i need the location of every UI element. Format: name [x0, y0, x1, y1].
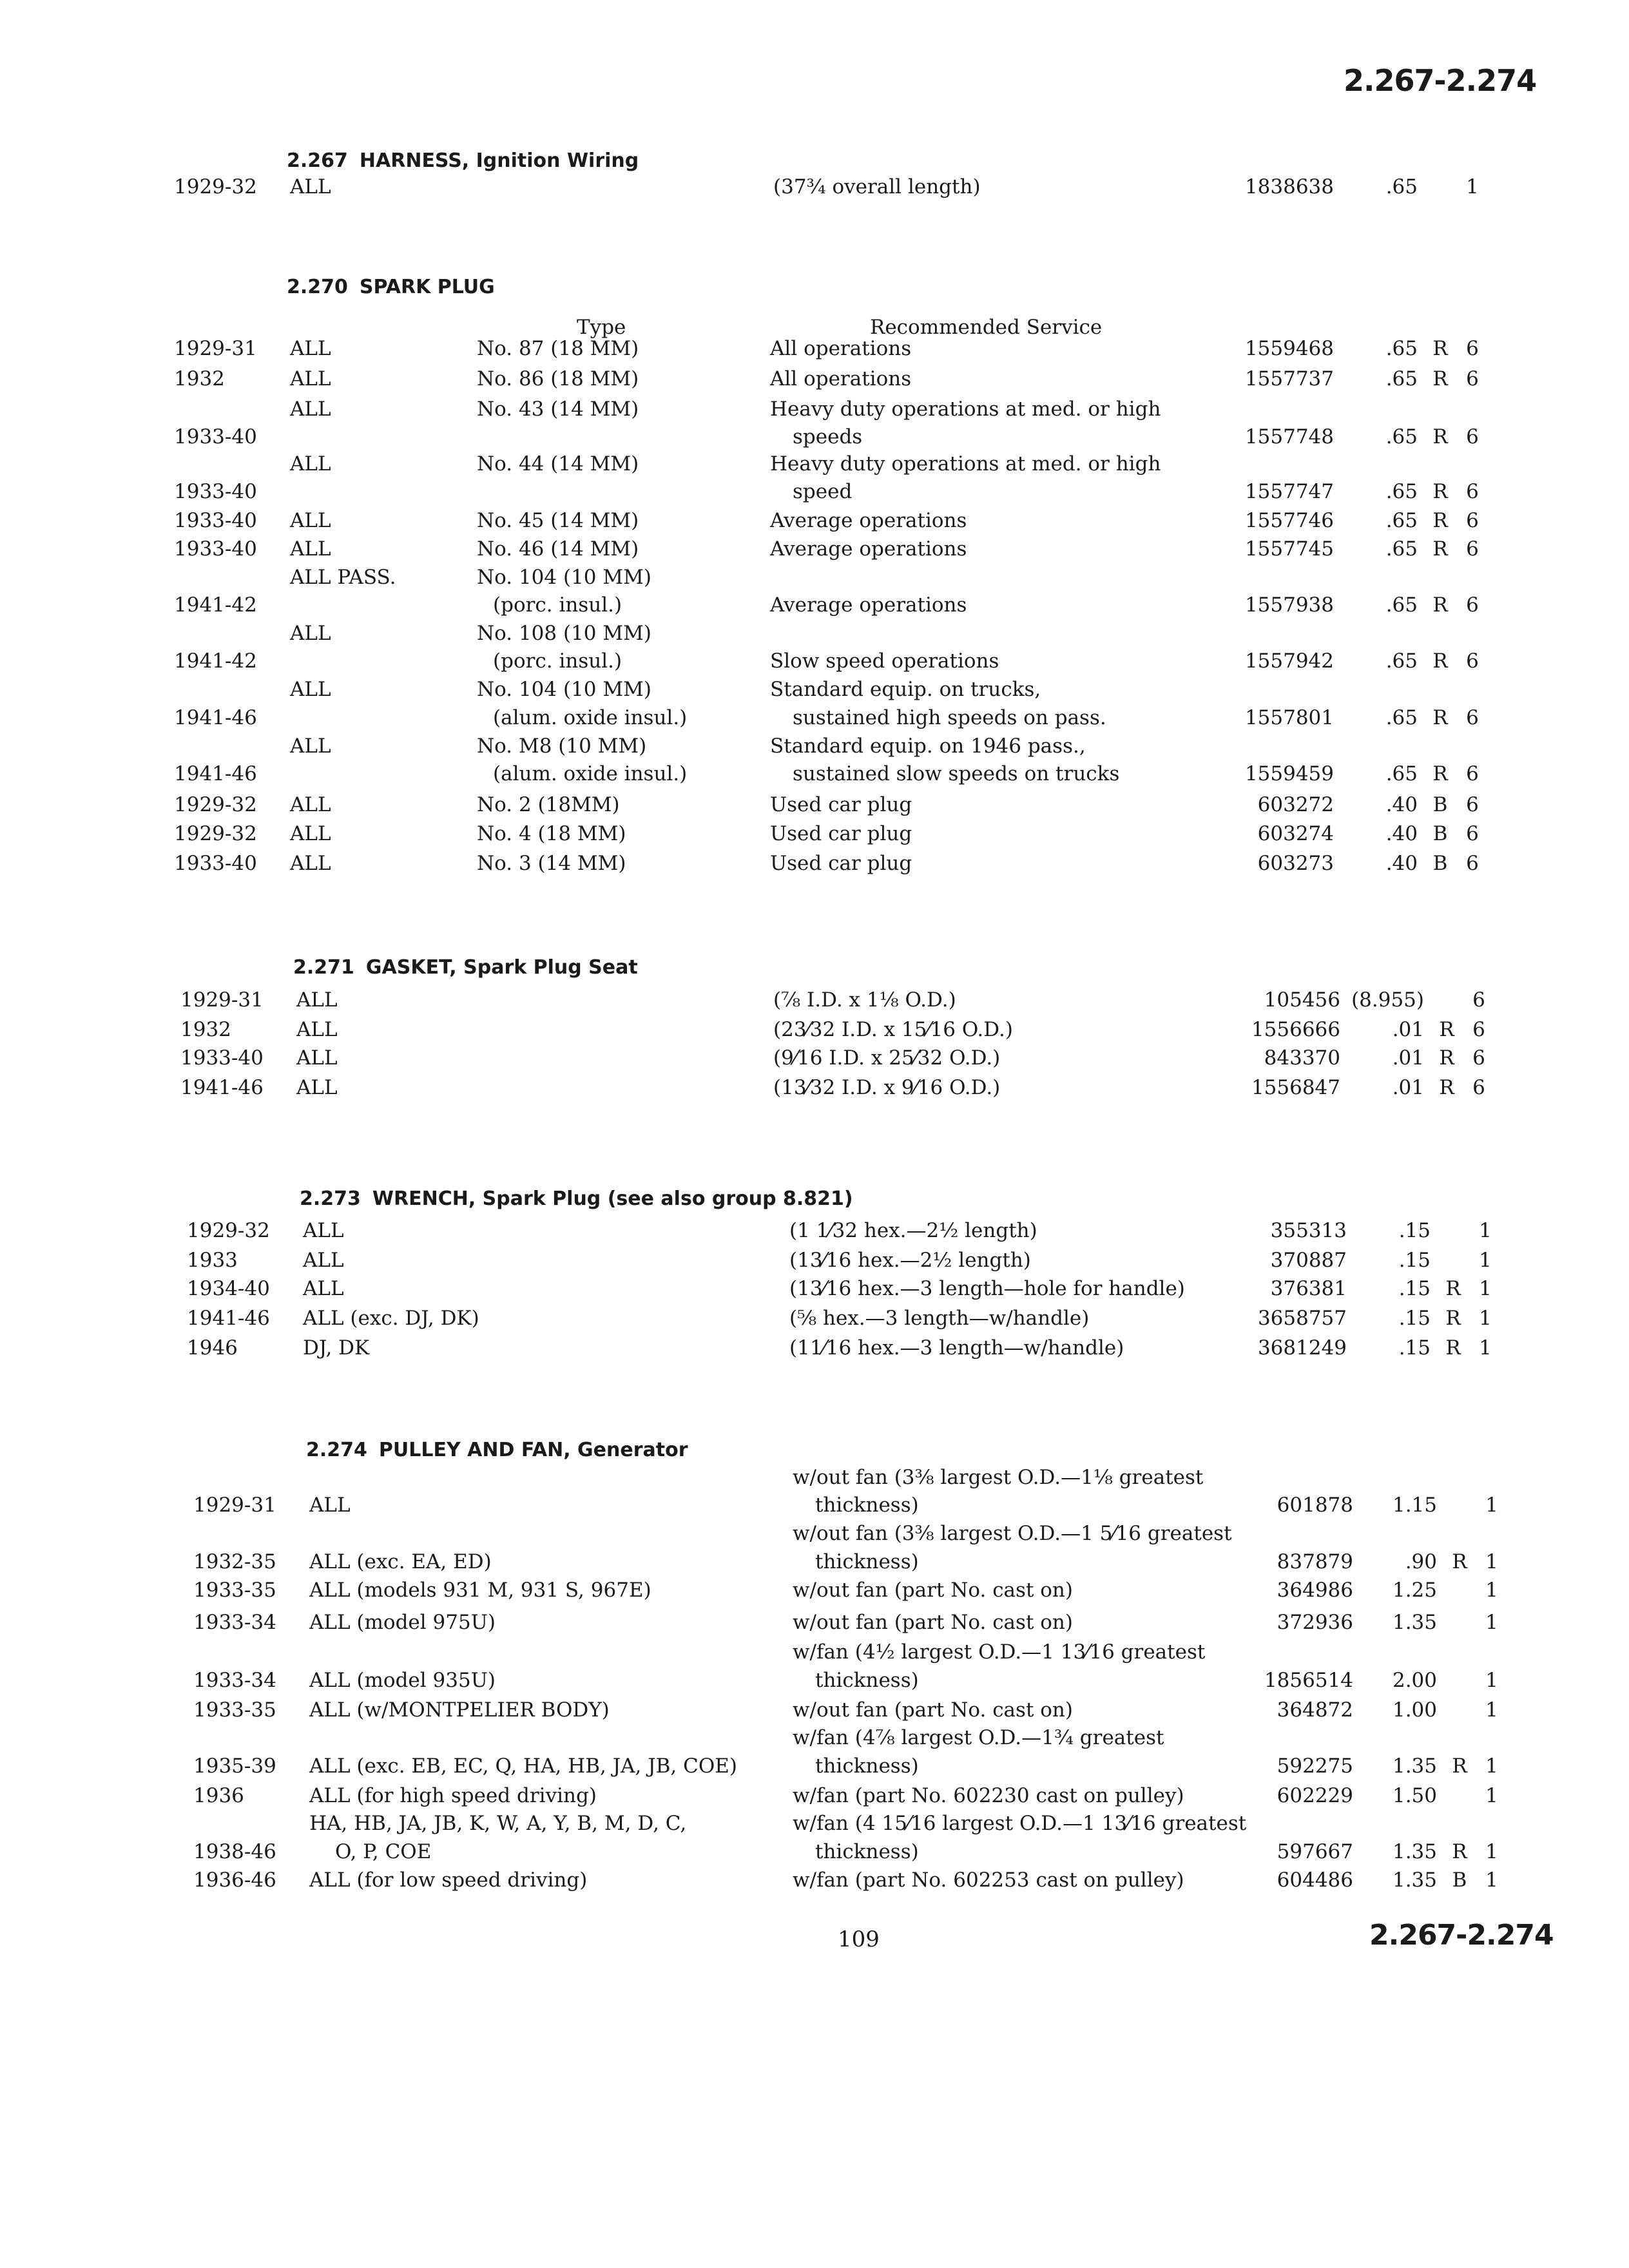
part-number-cell: 1557737 [1244, 367, 1334, 390]
price-cell: .65 [1385, 762, 1418, 785]
year-cell: 1933-35 [193, 1579, 276, 1602]
price-cell: .15 [1398, 1219, 1431, 1242]
section-title-text: WRENCH, Spark Plug (see also group 8.821) [372, 1187, 853, 1210]
service-cell-line2: Slow speed operations [770, 649, 999, 673]
quantity-cell: 1 [1485, 1869, 1498, 1892]
price-cell: .40 [1385, 852, 1418, 875]
part-number-cell: 1838638 [1244, 175, 1334, 198]
quantity-cell: 6 [1472, 1018, 1485, 1041]
model-cell: ALL [290, 398, 331, 421]
year-cell: 1941-42 [174, 593, 257, 617]
type-cell: No. 4 (18 MM) [477, 822, 626, 845]
section-number: 2.271 [293, 956, 354, 979]
quantity-cell: 1 [1479, 1336, 1492, 1360]
price-cell: .65 [1385, 649, 1418, 673]
part-number-cell: 601878 [1277, 1494, 1353, 1517]
service-cell: Average operations [770, 509, 967, 532]
part-number-cell: 1856514 [1264, 1669, 1353, 1692]
model-cell: ALL [290, 509, 331, 532]
year-cell: 1941-46 [174, 706, 257, 729]
year-cell: 1934-40 [187, 1277, 270, 1300]
section-title [287, 149, 639, 172]
quantity-cell: 6 [1466, 537, 1479, 561]
part-number-cell: 376381 [1270, 1277, 1347, 1300]
model-cell: ALL (exc. EB, EC, Q, HA, HB, JA, JB, COE) [309, 1754, 738, 1778]
year-cell: 1936-46 [193, 1869, 276, 1892]
quantity-cell: 1 [1485, 1579, 1498, 1602]
quantity-cell: 6 [1466, 706, 1479, 729]
year-cell: 1935-39 [193, 1754, 276, 1778]
quantity-cell: 6 [1466, 480, 1479, 503]
service-cell: w/out fan (3⅜ largest O.D.—1⅛ greatest [793, 1466, 1204, 1489]
part-number-cell: 3658757 [1257, 1307, 1347, 1330]
service-cell: Used car plug [770, 793, 912, 816]
part-number-cell: 837879 [1277, 1550, 1353, 1573]
part-number-cell: 843370 [1264, 1046, 1340, 1070]
flag-cell: B [1432, 822, 1448, 845]
year-cell: 1933-34 [193, 1611, 276, 1634]
section-title-text: SPARK PLUG [359, 276, 495, 298]
section-title [287, 276, 495, 298]
service-cell: (23⁄32 I.D. x 15⁄16 O.D.) [773, 1018, 1013, 1041]
service-cell: w/fan (4 15⁄16 largest O.D.—1 13⁄16 greatest [793, 1812, 1247, 1835]
price-cell: 1.00 [1392, 1698, 1437, 1722]
type-cell-line2: (porc. insul.) [493, 649, 622, 673]
page-number: 109 [838, 1927, 880, 1952]
part-number-cell: 3681249 [1257, 1336, 1347, 1360]
service-cell: (13⁄32 I.D. x 9⁄16 O.D.) [773, 1076, 1001, 1099]
service-cell: w/fan (part No. 602253 cast on pulley) [793, 1869, 1184, 1892]
flag-cell: R [1432, 367, 1448, 390]
quantity-cell: 6 [1466, 822, 1479, 845]
price-cell: 1.35 [1392, 1754, 1437, 1778]
year-cell: 1929-31 [193, 1494, 276, 1517]
year-cell: 1929-32 [174, 175, 257, 198]
quantity-cell: 1 [1479, 1219, 1492, 1242]
section-number: 2.270 [287, 276, 348, 298]
price-cell: .65 [1385, 337, 1418, 360]
section-title [293, 956, 638, 979]
year-cell: 1936 [193, 1784, 244, 1807]
price-cell: .01 [1392, 1046, 1424, 1070]
type-cell: No. 44 (14 MM) [477, 452, 639, 476]
service-cell: (9⁄16 I.D. x 25⁄32 O.D.) [773, 1046, 1001, 1070]
section-title-text: GASKET, Spark Plug Seat [365, 956, 638, 979]
part-number-cell: 603272 [1257, 793, 1334, 816]
page-range-header: 2.267-2.274 [1344, 63, 1537, 98]
type-cell-line2: (alum. oxide insul.) [493, 762, 688, 785]
part-number-cell: 355313 [1270, 1219, 1347, 1242]
price-cell: .15 [1398, 1277, 1431, 1300]
flag-cell: R [1432, 480, 1448, 503]
service-cell-line2: Average operations [770, 593, 967, 617]
model-cell: ALL [296, 1018, 338, 1041]
type-cell-line2: (alum. oxide insul.) [493, 706, 688, 729]
year-cell: 1933-40 [174, 425, 257, 448]
part-number-cell: 592275 [1277, 1754, 1353, 1778]
quantity-cell: 6 [1466, 367, 1479, 390]
model-cell: ALL PASS. [290, 566, 396, 589]
service-cell: w/fan (4½ largest O.D.—1 13⁄16 greatest [793, 1640, 1206, 1664]
model-cell: ALL (model 935U) [309, 1669, 496, 1692]
service-cell: w/fan (4⅞ largest O.D.—1¾ greatest [793, 1726, 1164, 1749]
model-cell: ALL (models 931 M, 931 S, 967E) [309, 1579, 651, 1602]
service-cell-line2: thickness) [815, 1550, 919, 1573]
part-number-cell: 1556847 [1251, 1076, 1340, 1099]
price-cell: 1.25 [1392, 1579, 1437, 1602]
service-cell-line2: thickness) [815, 1669, 919, 1692]
quantity-cell: 1 [1485, 1611, 1498, 1634]
quantity-cell: 6 [1472, 1046, 1485, 1070]
quantity-cell: 6 [1466, 425, 1479, 448]
price-cell: .01 [1392, 1076, 1424, 1099]
service-cell: All operations [770, 337, 912, 360]
price-cell: .15 [1398, 1336, 1431, 1360]
model-cell: ALL [303, 1277, 344, 1300]
service-cell: Heavy duty operations at med. or high [770, 452, 1161, 476]
part-number-cell: 1557745 [1244, 537, 1334, 561]
year-cell: 1941-42 [174, 649, 257, 673]
quantity-cell: 6 [1466, 337, 1479, 360]
type-cell: No. 104 (10 MM) [477, 678, 651, 701]
part-number-cell: 603274 [1257, 822, 1334, 845]
price-cell: .65 [1385, 425, 1418, 448]
price-cell: .65 [1385, 509, 1418, 532]
flag-cell: R [1432, 425, 1448, 448]
type-cell: No. 104 (10 MM) [477, 566, 651, 589]
model-cell: ALL [290, 337, 331, 360]
quantity-cell: 1 [1485, 1550, 1498, 1573]
service-cell: Heavy duty operations at med. or high [770, 398, 1161, 421]
type-cell: No. 86 (18 MM) [477, 367, 639, 390]
model-cell: ALL [290, 852, 331, 875]
column-header-service: Recommended Service [870, 316, 1103, 339]
part-number-cell: 1557746 [1244, 509, 1334, 532]
year-cell: 1933-40 [174, 852, 257, 875]
flag-cell: R [1432, 593, 1448, 617]
model-cell: ALL [290, 793, 331, 816]
price-cell: .90 [1405, 1550, 1437, 1573]
part-number-cell: 597667 [1277, 1840, 1353, 1863]
service-cell-line2: thickness) [815, 1840, 919, 1863]
year-cell: 1933 [187, 1249, 238, 1272]
quantity-cell: 6 [1472, 1076, 1485, 1099]
quantity-cell: 6 [1472, 988, 1485, 1012]
service-cell: (13⁄16 hex.—3 length—hole for handle) [789, 1277, 1185, 1300]
model-cell: ALL [290, 622, 331, 645]
year-cell: 1933-40 [180, 1046, 264, 1070]
price-cell: .65 [1385, 537, 1418, 561]
service-cell-line2: sustained high speeds on pass. [793, 706, 1106, 729]
quantity-cell: 6 [1466, 649, 1479, 673]
part-number-cell: 1559459 [1244, 762, 1334, 785]
model-cell: ALL [296, 1046, 338, 1070]
year-cell: 1938-46 [193, 1840, 276, 1863]
service-cell-line2: thickness) [815, 1754, 919, 1778]
year-cell: 1946 [187, 1336, 238, 1360]
flag-cell: B [1432, 852, 1448, 875]
model-cell: ALL [290, 822, 331, 845]
model-cell: ALL (w/MONTPELIER BODY) [309, 1698, 610, 1722]
type-cell: No. 108 (10 MM) [477, 622, 651, 645]
service-cell: w/out fan (3⅜ largest O.D.—1 5⁄16 greatest [793, 1522, 1232, 1545]
service-cell: (11⁄16 hex.—3 length—w/handle) [789, 1336, 1124, 1360]
year-cell: 1941-46 [180, 1076, 264, 1099]
type-cell: No. 43 (14 MM) [477, 398, 639, 421]
section-number: 2.273 [300, 1187, 361, 1210]
quantity-cell: 1 [1485, 1754, 1498, 1778]
part-number-cell: 604486 [1277, 1869, 1353, 1892]
type-cell: No. 45 (14 MM) [477, 509, 639, 532]
model-cell: ALL [290, 537, 331, 561]
service-cell: w/out fan (part No. cast on) [793, 1611, 1073, 1634]
quantity-cell: 1 [1485, 1840, 1498, 1863]
flag-cell: R [1445, 1307, 1461, 1330]
flag-cell: R [1439, 1018, 1454, 1041]
type-cell: No. 46 (14 MM) [477, 537, 639, 561]
model-cell: ALL (exc. EA, ED) [309, 1550, 492, 1573]
type-cell: No. 3 (14 MM) [477, 852, 626, 875]
service-cell-line2: speeds [793, 425, 863, 448]
service-cell: Standard equip. on 1946 pass., [770, 735, 1086, 758]
flag-cell: R [1432, 762, 1448, 785]
section-title [306, 1439, 688, 1461]
model-cell: ALL [309, 1494, 351, 1517]
quantity-cell: 1 [1485, 1494, 1498, 1517]
year-cell: 1933-40 [174, 509, 257, 532]
model-cell: ALL [303, 1249, 344, 1272]
price-cell: (8.955) [1351, 988, 1424, 1012]
quantity-cell: 1 [1466, 175, 1479, 198]
model-cell: DJ, DK [303, 1336, 370, 1360]
model-cell: ALL [290, 735, 331, 758]
part-number-cell: 603273 [1257, 852, 1334, 875]
part-number-cell: 1556666 [1251, 1018, 1340, 1041]
flag-cell: R [1452, 1550, 1467, 1573]
type-cell-line2: (porc. insul.) [493, 593, 622, 617]
flag-cell: R [1452, 1840, 1467, 1863]
price-cell: 1.35 [1392, 1611, 1437, 1634]
service-cell: w/out fan (part No. cast on) [793, 1579, 1073, 1602]
price-cell: 1.15 [1392, 1494, 1437, 1517]
price-cell: .01 [1392, 1018, 1424, 1041]
flag-cell: R [1432, 537, 1448, 561]
part-number-cell: 364872 [1277, 1698, 1353, 1722]
price-cell: .40 [1385, 793, 1418, 816]
model-cell: ALL (for high speed driving) [309, 1784, 597, 1807]
service-cell: Standard equip. on trucks, [770, 678, 1041, 701]
model-cell: ALL [290, 367, 331, 390]
part-number-cell: 370887 [1270, 1249, 1347, 1272]
section-number: 2.274 [306, 1439, 367, 1461]
model-cell: ALL (exc. DJ, DK) [303, 1307, 479, 1330]
service-cell: (⅝ hex.—3 length—w/handle) [789, 1307, 1090, 1330]
service-cell-line2: speed [793, 480, 853, 503]
price-cell: 1.35 [1392, 1840, 1437, 1863]
page-range-footer: 2.267-2.274 [1369, 1919, 1554, 1952]
year-cell: 1929-32 [174, 822, 257, 845]
part-number-cell: 1559468 [1244, 337, 1334, 360]
year-cell: 1933-40 [174, 480, 257, 503]
price-cell: 2.00 [1392, 1669, 1437, 1692]
part-number-cell: 1557747 [1244, 480, 1334, 503]
year-cell: 1932-35 [193, 1550, 276, 1573]
model-cell: ALL [290, 678, 331, 701]
flag-cell: R [1439, 1076, 1454, 1099]
flag-cell: R [1452, 1754, 1467, 1778]
price-cell: .65 [1385, 706, 1418, 729]
flag-cell: R [1445, 1277, 1461, 1300]
model-cell-line2: O, P, COE [335, 1840, 432, 1863]
model-cell: ALL [296, 1076, 338, 1099]
section-title [300, 1187, 853, 1210]
model-cell: ALL [290, 175, 331, 198]
service-cell: Used car plug [770, 852, 912, 875]
quantity-cell: 1 [1479, 1249, 1492, 1272]
section-title-text: PULLEY AND FAN, Generator [378, 1439, 688, 1461]
part-number-cell: 364986 [1277, 1579, 1353, 1602]
part-number-cell: 372936 [1277, 1611, 1353, 1634]
service-cell: w/out fan (part No. cast on) [793, 1698, 1073, 1722]
year-cell: 1929-32 [187, 1219, 270, 1242]
year-cell: 1932 [174, 367, 225, 390]
model-cell: ALL [296, 988, 338, 1012]
quantity-cell: 1 [1485, 1784, 1498, 1807]
model-cell: ALL (for low speed driving) [309, 1869, 588, 1892]
column-header-type: Type [577, 316, 626, 339]
flag-cell: R [1432, 649, 1448, 673]
service-cell: Average operations [770, 537, 967, 561]
year-cell: 1941-46 [174, 762, 257, 785]
type-cell: No. M8 (10 MM) [477, 735, 647, 758]
part-number-cell: 1557942 [1244, 649, 1334, 673]
service-cell: (1 1⁄32 hex.—2½ length) [789, 1219, 1037, 1242]
service-cell-line2: thickness) [815, 1494, 919, 1517]
service-cell: Used car plug [770, 822, 912, 845]
flag-cell: B [1432, 793, 1448, 816]
service-cell: (37¾ overall length) [773, 175, 981, 198]
service-cell: (⅞ I.D. x 1⅛ O.D.) [773, 988, 956, 1012]
quantity-cell: 1 [1485, 1698, 1498, 1722]
flag-cell: R [1432, 337, 1448, 360]
quantity-cell: 6 [1466, 509, 1479, 532]
part-number-cell: 1557801 [1244, 706, 1334, 729]
year-cell: 1929-31 [180, 988, 264, 1012]
price-cell: 1.50 [1392, 1784, 1437, 1807]
year-cell: 1929-31 [174, 337, 257, 360]
quantity-cell: 1 [1479, 1307, 1492, 1330]
service-cell-line2: sustained slow speeds on trucks [793, 762, 1120, 785]
flag-cell: B [1452, 1869, 1467, 1892]
price-cell: .15 [1398, 1249, 1431, 1272]
service-cell: w/fan (part No. 602230 cast on pulley) [793, 1784, 1184, 1807]
section-number: 2.267 [287, 149, 348, 172]
quantity-cell: 6 [1466, 762, 1479, 785]
type-cell: No. 87 (18 MM) [477, 337, 639, 360]
price-cell: .65 [1385, 480, 1418, 503]
flag-cell: R [1439, 1046, 1454, 1070]
year-cell: 1933-34 [193, 1669, 276, 1692]
part-number-cell: 1557938 [1244, 593, 1334, 617]
price-cell: .15 [1398, 1307, 1431, 1330]
section-title-text: HARNESS, Ignition Wiring [359, 149, 639, 172]
part-number-cell: 602229 [1277, 1784, 1353, 1807]
part-number-cell: 105456 [1264, 988, 1340, 1012]
price-cell: .65 [1385, 367, 1418, 390]
year-cell: 1932 [180, 1018, 231, 1041]
model-cell: ALL [303, 1219, 344, 1242]
flag-cell: R [1432, 509, 1448, 532]
price-cell: .65 [1385, 175, 1418, 198]
service-cell: All operations [770, 367, 912, 390]
quantity-cell: 6 [1466, 793, 1479, 816]
type-cell: No. 2 (18MM) [477, 793, 620, 816]
model-cell: ALL [290, 452, 331, 476]
part-number-cell: 1557748 [1244, 425, 1334, 448]
price-cell: 1.35 [1392, 1869, 1437, 1892]
year-cell: 1941-46 [187, 1307, 270, 1330]
flag-cell: R [1432, 706, 1448, 729]
year-cell: 1933-40 [174, 537, 257, 561]
price-cell: .65 [1385, 593, 1418, 617]
model-cell: HA, HB, JA, JB, K, W, A, Y, B, M, D, C, [309, 1812, 687, 1835]
quantity-cell: 6 [1466, 852, 1479, 875]
year-cell: 1933-35 [193, 1698, 276, 1722]
price-cell: .40 [1385, 822, 1418, 845]
service-cell: (13⁄16 hex.—2½ length) [789, 1249, 1031, 1272]
year-cell: 1929-32 [174, 793, 257, 816]
quantity-cell: 1 [1485, 1669, 1498, 1692]
model-cell: ALL (model 975U) [309, 1611, 496, 1634]
flag-cell: R [1445, 1336, 1461, 1360]
quantity-cell: 1 [1479, 1277, 1492, 1300]
quantity-cell: 6 [1466, 593, 1479, 617]
